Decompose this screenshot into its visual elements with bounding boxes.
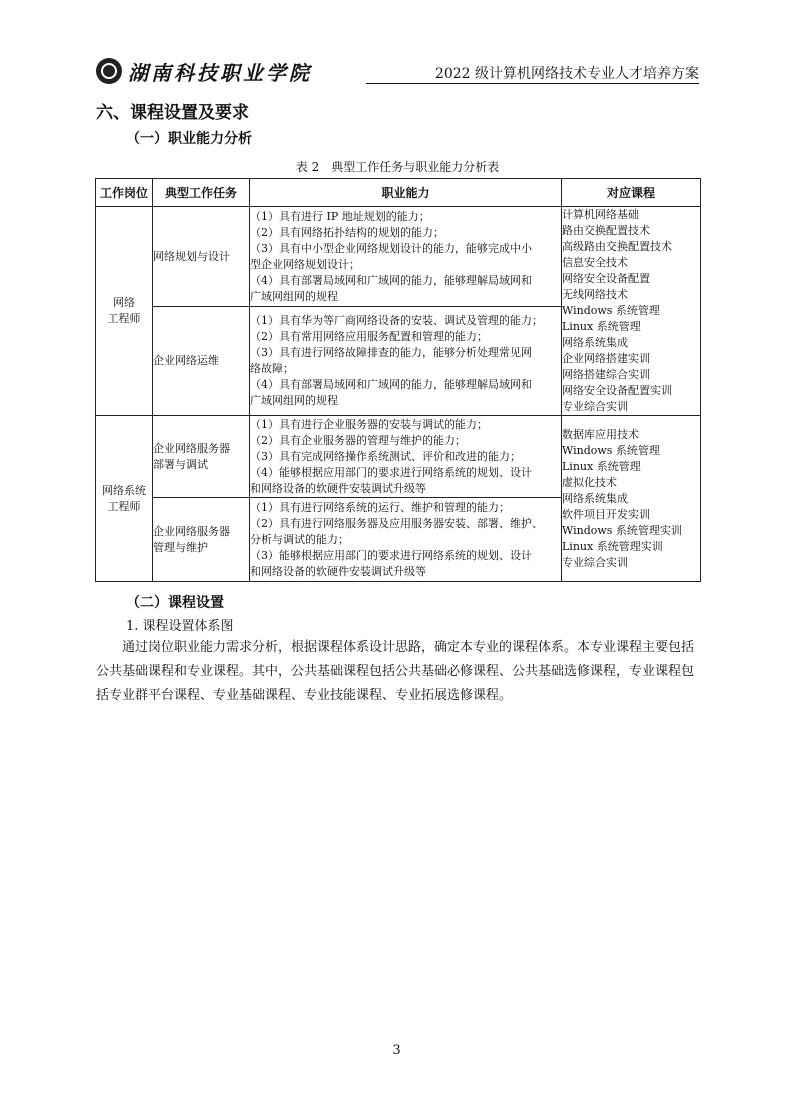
course-item: 企业网络搭建实训	[562, 352, 650, 365]
course-item: 路由交换配置技术	[562, 224, 650, 237]
ability-line: （3）具有进行网络故障排查的能力，能够分析处理常见网	[250, 346, 532, 360]
task-name: 企业网络服务器	[153, 524, 230, 538]
header-course: 对应课程	[562, 179, 701, 207]
ability-analysis-table	[95, 178, 701, 582]
course-item: 网络搭建综合实训	[562, 368, 650, 381]
ability-line: （4）具有部署局域网和广域网的能力，能够理解局域网和	[250, 273, 532, 287]
ability-line: （1）具有进行企业服务器的安装与调试的能力；	[250, 417, 488, 431]
course-item: 计算机网络基础	[562, 208, 639, 221]
ability-line: （3）具有完成网络操作系统测试、评价和改进的能力；	[250, 449, 521, 463]
course-item: 网络安全设备配置	[562, 272, 650, 285]
ability-line: 和网络设备的软硬件安装调试升级等	[250, 481, 426, 495]
course-item: Windows 系统管理实训	[562, 523, 682, 537]
ability-line: （1）具有进行网络系统的运行、维护和管理的能力；	[250, 500, 510, 514]
ability-cell	[250, 416, 562, 498]
task-cell	[153, 207, 250, 307]
table-header-row	[96, 179, 701, 207]
course-item: 网络安全设备配置实训	[562, 384, 672, 397]
course-item: Linux 系统管理实训	[562, 539, 663, 553]
post-name: 工程师	[107, 312, 141, 325]
ability-line: 络故障；	[250, 362, 294, 376]
page-number: 3	[392, 1043, 401, 1058]
course-item: Windows 系统管理	[562, 304, 660, 317]
course-item: 软件项目开发实训	[562, 507, 650, 521]
course-item: 网络系统集成	[562, 336, 628, 349]
header-ability: 职业能力	[250, 179, 562, 207]
ability-line: 分析与调试的能力；	[250, 532, 349, 546]
post-cell	[96, 416, 153, 582]
task-name: 企业网络服务器	[153, 441, 230, 455]
ability-line: （2）具有网络拓扑结构的规划的能力；	[250, 225, 444, 239]
task-cell	[153, 307, 250, 416]
document-title: 2022 级计算机网络技术专业人才培养方案	[434, 66, 699, 82]
paragraph-text: 通过岗位职业能力需求分析，根据课程体系设计思路，确定本专业的课程体系。本专业课程主要包括公共基础课程和专业课程。其中，公共基础课程包括公共基础必修课程、公共基础选修课程，专业课程包括专业群平台课程、专业基础课程、专业技能课程、专业拓展选修课程。	[96, 640, 695, 703]
sub-heading: 1. 课程设置体系图	[126, 619, 234, 634]
post-name: 网络	[113, 296, 135, 309]
header-task: 典型工作任务	[153, 179, 250, 207]
ability-cell	[250, 207, 562, 307]
ability-line: （2）具有企业服务器的管理与维护的能力；	[250, 433, 466, 447]
course-item: Linux 系统管理	[562, 459, 641, 473]
ability-line: （1）具有进行 IP 地址规划的能力；	[250, 209, 430, 223]
table-caption: 表 2 典型工作任务与职业能力分析表	[295, 160, 500, 174]
header-post: 工作岗位	[96, 179, 153, 207]
post-name: 网络系统	[102, 483, 146, 497]
school-name: 湖南科技职业学院	[128, 60, 312, 85]
course-item: 虚拟化技术	[562, 475, 617, 489]
course-item: 高级路由交换配置技术	[562, 240, 672, 253]
ability-line: （4）能够根据应用部门的要求进行网络系统的规划、设计	[250, 465, 532, 479]
task-name: 企业网络运维	[153, 354, 219, 368]
body-paragraph	[96, 636, 699, 708]
course-item: 专业综合实训	[562, 400, 628, 413]
task-name: 管理与维护	[153, 540, 208, 554]
section-title: 六、课程设置及要求	[96, 103, 249, 123]
ability-line: （2）具有进行网络服务器及应用服务器安装、部署、维护、	[250, 516, 543, 530]
post-cell	[96, 207, 153, 416]
page-header	[96, 56, 699, 86]
course-item: Windows 系统管理	[562, 443, 660, 457]
school-seal-icon	[96, 58, 122, 84]
task-cell	[153, 416, 250, 498]
table-row	[96, 416, 701, 498]
ability-line: 广域网组网的规程	[250, 394, 338, 408]
ability-line: 型企业网络规划设计；	[250, 257, 360, 271]
ability-line: （1）具有华为等厂商网络设备的安装、调试及管理的能力；	[250, 314, 543, 328]
task-name: 部署与调试	[153, 457, 208, 471]
course-item: 数据库应用技术	[562, 427, 639, 441]
subsection-title-courses: （二）课程设置	[126, 595, 224, 611]
course-cell	[562, 416, 701, 582]
school-logo	[96, 56, 312, 86]
course-item: Linux 系统管理	[562, 320, 641, 333]
course-cell	[562, 207, 701, 416]
ability-cell	[250, 307, 562, 416]
ability-line: （2）具有常用网络应用服务配置和管理的能力；	[250, 330, 488, 344]
ability-line: （3）能够根据应用部门的要求进行网络系统的规划、设计	[250, 548, 532, 562]
ability-line: 广域网组网的规程	[250, 289, 338, 303]
header-rule	[366, 83, 699, 84]
course-item: 专业综合实训	[562, 555, 628, 569]
post-name: 工程师	[107, 499, 141, 513]
course-item: 无线网络技术	[562, 288, 628, 301]
task-name: 网络规划与设计	[153, 249, 230, 263]
course-item: 信息安全技术	[562, 256, 628, 269]
task-cell	[153, 498, 250, 582]
ability-line: （3）具有中小型企业网络规划设计的能力，能够完成中小	[250, 241, 532, 255]
ability-line: （4）具有部署局域网和广域网的能力，能够理解局域网和	[250, 378, 532, 392]
course-item: 网络系统集成	[562, 491, 628, 505]
table-row	[96, 207, 701, 307]
subsection-title-ability: （一）职业能力分析	[126, 131, 252, 147]
ability-cell	[250, 498, 562, 582]
ability-line: 和网络设备的软硬件安装调试升级等	[250, 564, 426, 578]
